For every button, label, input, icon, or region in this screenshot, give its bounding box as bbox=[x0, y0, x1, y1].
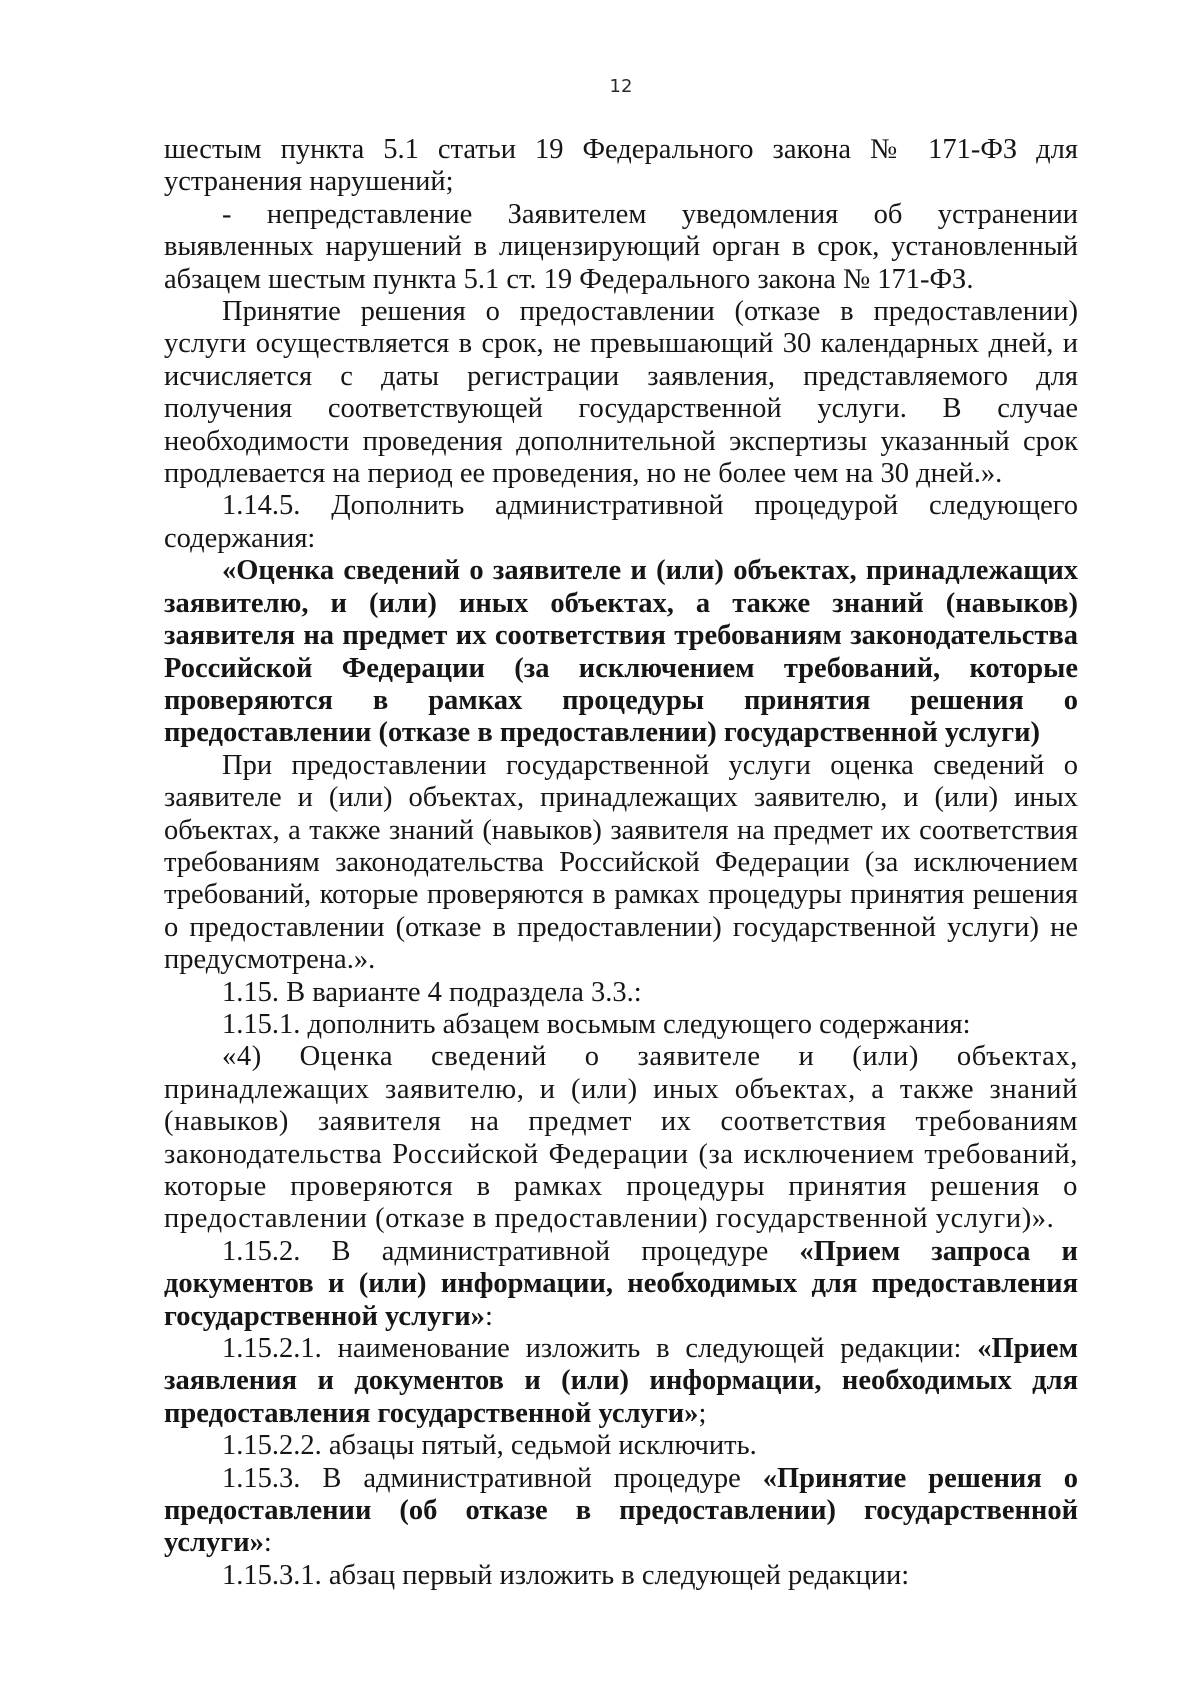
paragraph-1-15-2-prefix: 1.15.2. В административной процедуре bbox=[222, 1235, 800, 1267]
paragraph-1-15-2 bbox=[164, 1236, 1078, 1333]
document-body bbox=[164, 134, 1078, 1592]
paragraph-1-15-2-procedure-name: «Прием запроса и документов и (или) информации, необходимых для предоставления государственной услуги» bbox=[164, 1235, 1078, 1332]
paragraph-1-14-5: 1.14.5. Дополнить административной процедурой следующего содержания: bbox=[164, 490, 1078, 554]
paragraph-assessment-not-provided: При предоставлении государственной услуги оценка сведений о заявителе и (или) объектах, принадлежащих заявителю, и (или) иных объектах, а также знаний (навыков) заявителя на предмет их соответствия требованиям законодательства Российской Федерации (за исключением требований, которые проверяются в рамках процедуры принятия решения о предоставлении (отказе в предоставлении) государственной услуги) не предусмотрена.». bbox=[164, 749, 1078, 976]
paragraph-item-4: «4) Оценка сведений о заявителе и (или) объектах, принадлежащих заявителю, и (или) иных объектах, а также знаний (навыков) заявителя на предмет их соответствия требованиям законодательства Российской Федерации (за исключением требований, которые проверяются в рамках процедуры принятия решения о предоставлении (отказе в предоставлении) государственной услуги)». bbox=[164, 1041, 1078, 1235]
paragraph-1-15-2-1-suffix: ; bbox=[698, 1397, 707, 1429]
page-number: 12 bbox=[609, 76, 633, 97]
paragraph-1-15-2-2: 1.15.2.2. абзацы пятый, седьмой исключить. bbox=[222, 1430, 757, 1462]
paragraph-continuation: шестым пункта 5.1 статьи 19 Федерального закона № 171-ФЗ для устранения нарушений; bbox=[164, 134, 1078, 198]
paragraph-1-15-3-prefix: 1.15.3. В административной процедуре bbox=[222, 1462, 763, 1494]
paragraph-1-15-2-1 bbox=[164, 1333, 1078, 1430]
procedure-heading: «Оценка сведений о заявителе и (или) объектах, принадлежащих заявителю, и (или) иных объектах, а также знаний (навыков) заявителя на предмет их соответствия требованиям законодательства Российской Федерации (за исключением требований, которые проверяются в рамках процедуры принятия решения о предоставлении (отказе в предоставлении) государственной услуги) bbox=[164, 555, 1078, 749]
paragraph-1-15-3 bbox=[164, 1463, 1078, 1560]
paragraph-decision-term: Принятие решения о предоставлении (отказе в предоставлении) услуги осуществляется в срок, не превышающий 30 календарных дней, и исчисляется с даты регистрации заявления, представляемого для получения соответствующей государственной услуги. В случае необходимости проведения дополнительной экспертизы указанный срок продлевается на период ее проведения, но не более чем на 30 дней.». bbox=[164, 296, 1078, 490]
paragraph-1-15-1: 1.15.1. дополнить абзацем восьмым следующего содержания: bbox=[222, 1008, 971, 1040]
paragraph-1-15-3-1: 1.15.3.1. абзац первый изложить в следующей редакции: bbox=[222, 1559, 910, 1591]
paragraph-non-submission: - непредставление Заявителем уведомления об устранении выявленных нарушений в лицензирующий орган в срок, установленный абзацем шестым пункта 5.1 ст. 19 Федерального закона № 171-ФЗ. bbox=[164, 198, 1078, 295]
paragraph-1-15-2-1-new-name: «Прием заявления и документов и (или) информации, необходимых для предоставления государственной услуги» bbox=[164, 1333, 1078, 1429]
paragraph-1-15-3-procedure-name: «Принятие решения о предоставлении (об отказе в предоставлении) государственной услуги» bbox=[164, 1462, 1078, 1559]
paragraph-1-15-2-1-prefix: 1.15.2.1. наименование изложить в следующей редакции: bbox=[222, 1333, 978, 1365]
paragraph-1-15-3-suffix: : bbox=[263, 1527, 272, 1559]
paragraph-1-15-2-suffix: : bbox=[484, 1300, 493, 1332]
paragraph-1-15: 1.15. В варианте 4 подраздела 3.3.: bbox=[222, 976, 642, 1008]
